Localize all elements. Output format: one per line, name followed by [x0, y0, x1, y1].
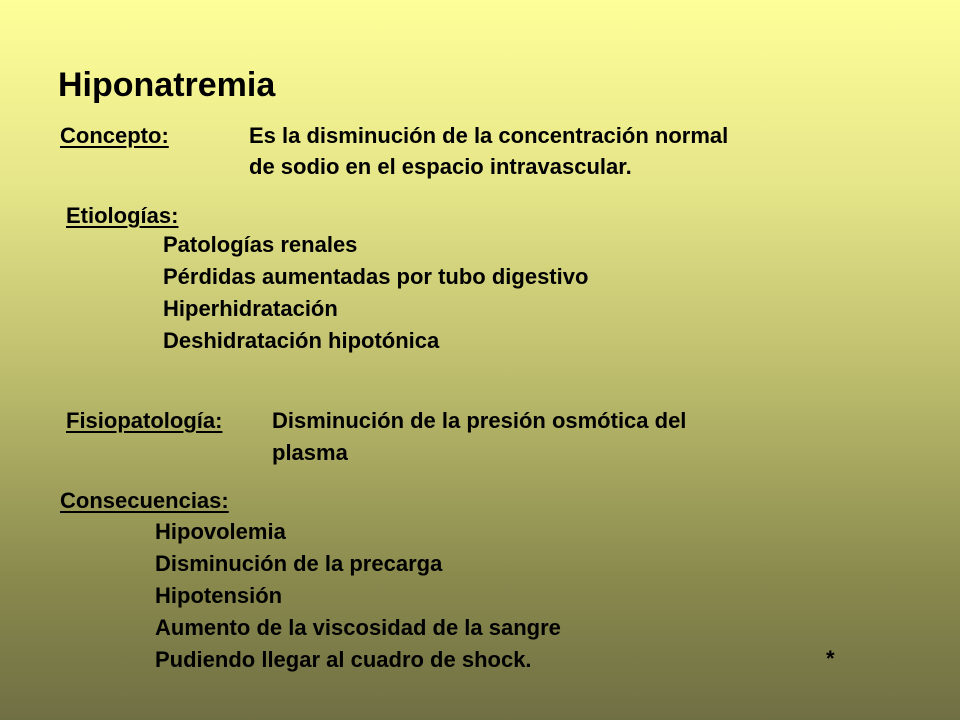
concepto-text-line1: Es la disminución de la concentración normal: [249, 123, 729, 148]
consecuencias-list: [155, 516, 561, 676]
footnote-asterisk: *: [826, 646, 835, 671]
list-item: Aumento de la viscosidad de la sangre: [155, 615, 561, 640]
list-item: Hipovolemia: [155, 519, 286, 544]
list-item: Pérdidas aumentadas por tubo digestivo: [163, 264, 589, 289]
list-item: Patologías renales: [163, 232, 358, 257]
fisiopatologia-text-line1: Disminución de la presión osmótica del: [272, 408, 687, 433]
concepto-text-line2: de sodio en el espacio intravascular.: [249, 154, 632, 179]
concepto-label: Concepto:: [60, 123, 169, 148]
list-item: Hipotensión: [155, 583, 283, 608]
slide-title: Hiponatremia: [58, 66, 276, 104]
fisiopatologia-text-line2: plasma: [272, 440, 348, 465]
list-item: Deshidratación hipotónica: [163, 328, 440, 353]
etiologias-list: [163, 229, 588, 357]
fisiopatologia-label: Fisiopatología:: [66, 408, 223, 433]
list-item: Hiperhidratación: [163, 296, 338, 321]
list-item: Pudiendo llegar al cuadro de shock.: [155, 647, 532, 672]
etiologias-label: Etiologías:: [66, 203, 179, 228]
consecuencias-label: Consecuencias:: [60, 488, 229, 513]
list-item: Disminución de la precarga: [155, 551, 443, 576]
